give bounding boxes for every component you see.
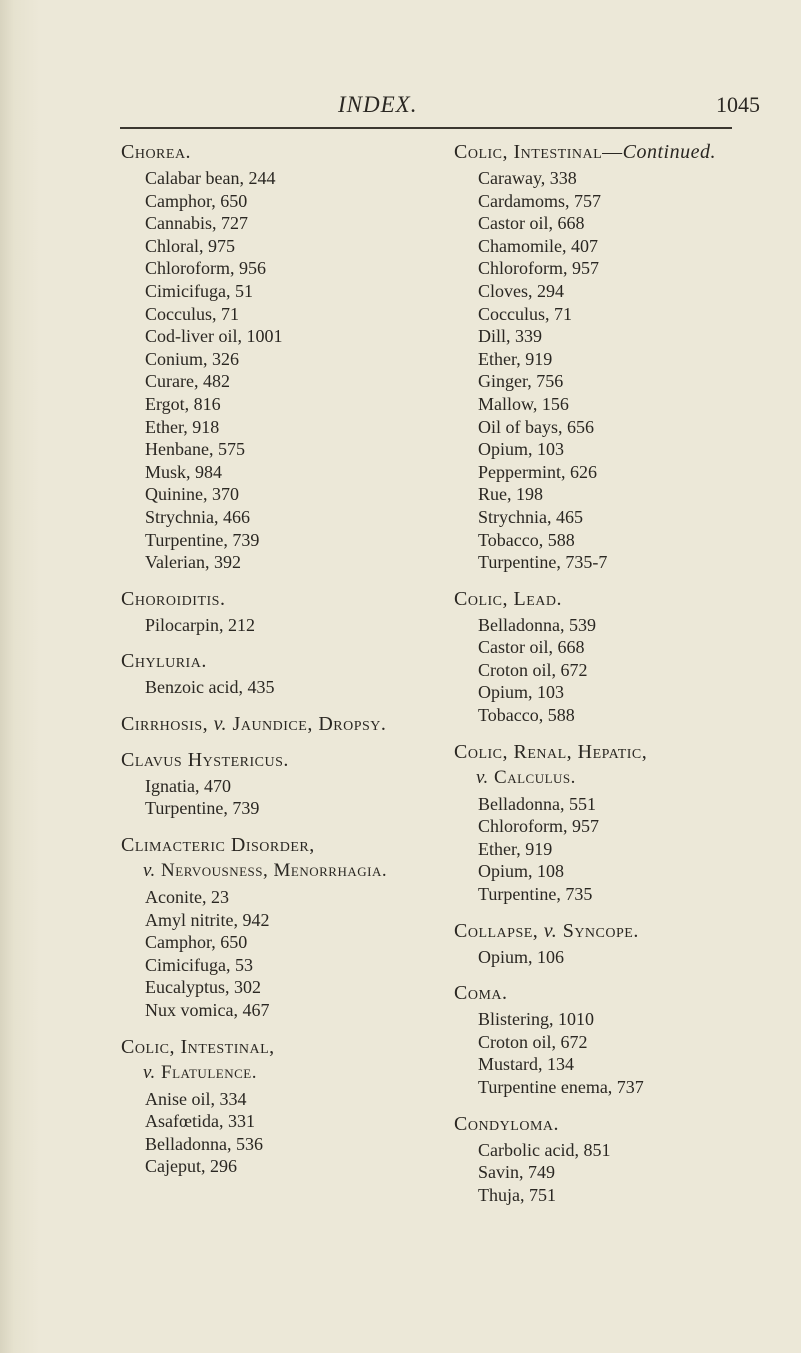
index-entry: Cajeput, 296 (145, 1156, 237, 1177)
index-entry: Turpentine, 735-7 (478, 552, 608, 573)
continued-label: Continued. (622, 141, 716, 163)
index-entry: Cocculus, 71 (145, 303, 239, 324)
index-entry: Opium, 108 (478, 861, 565, 882)
index-entry: Croton oil, 672 (478, 659, 588, 680)
index-section (121, 650, 431, 699)
index-entry: Nux vomica, 467 (145, 1000, 270, 1021)
index-section (121, 1036, 431, 1178)
index-section (454, 588, 774, 727)
index-heading: Colic, Intestinal, (121, 1035, 275, 1058)
index-entry: Cocculus, 71 (478, 303, 572, 324)
cross-reference: v. Calculus. (476, 766, 576, 788)
index-entry: Belladonna, 539 (478, 614, 596, 635)
index-entry: Calabar bean, 244 (145, 168, 276, 188)
index-entry: Valerian, 392 (145, 552, 241, 573)
index-entry: Rue, 198 (478, 484, 543, 505)
index-section (454, 741, 774, 906)
index-entry: Strychnia, 465 (478, 506, 583, 527)
header-rule (120, 127, 732, 129)
index-entry: Strychnia, 466 (145, 506, 250, 527)
index-entry: Ether, 918 (145, 416, 220, 437)
index-heading: Coma. (454, 982, 508, 1005)
index-entry: Turpentine enema, 737 (478, 1077, 644, 1097)
cross-reference: v. Flatulence. (143, 1061, 257, 1083)
index-heading: Colic, Lead. (454, 587, 562, 610)
index-entry: Tobacco, 588 (478, 529, 575, 550)
index-entry: Turpentine, 735 (478, 884, 593, 905)
index-entry: Ginger, 756 (478, 371, 564, 392)
index-entry: Thuja, 751 (478, 1184, 556, 1205)
index-entry: Opium, 103 (478, 439, 565, 460)
index-entry: Camphor, 650 (145, 932, 248, 953)
index-entry: Opium, 106 (478, 946, 565, 967)
index-entry: Cardamoms, 757 (478, 190, 601, 211)
index-entry: Opium, 103 (478, 682, 565, 703)
index-heading: Colic, Intestinal—Continued. (454, 141, 716, 163)
index-entry: Chloral, 975 (145, 235, 235, 256)
right-column (454, 141, 774, 1220)
index-entry: Henbane, 575 (145, 439, 245, 460)
page-header (0, 92, 801, 122)
index-entry: Aconite, 23 (145, 887, 229, 908)
index-entry: Benzoic acid, 435 (145, 677, 275, 698)
index-entry: Amyl nitrite, 942 (145, 909, 270, 930)
index-entry: Blistering, 1010 (478, 1009, 594, 1030)
index-entry: Ether, 919 (478, 838, 553, 859)
index-entry: Castor oil, 668 (478, 213, 585, 234)
index-entry: Peppermint, 626 (478, 461, 597, 482)
index-heading: Collapse, v. Syncope. (454, 919, 639, 942)
left-column (121, 141, 431, 1192)
index-entry: Caraway, 338 (478, 168, 577, 188)
index-entry: Eucalyptus, 302 (145, 977, 261, 998)
index-heading: Clavus Hystericus. (121, 748, 289, 771)
index-section (121, 834, 431, 1022)
index-entry: Ether, 919 (478, 348, 553, 369)
cross-reference: v. Nervousness, Menorrhagia. (143, 860, 388, 882)
index-heading: Cirrhosis, v. Jaundice, Dropsy. (121, 712, 387, 735)
index-heading: Colic, Renal, Hepatic, (454, 740, 648, 763)
index-entry: Turpentine, 739 (145, 798, 260, 819)
index-entry: Quinine, 370 (145, 484, 239, 505)
index-section (121, 713, 431, 735)
index-entry: Tobacco, 588 (478, 705, 575, 726)
index-entry: Cimicifuga, 53 (145, 954, 253, 975)
index-section (121, 588, 431, 637)
index-entry: Oil of bays, 656 (478, 416, 594, 437)
index-heading: Condyloma. (454, 1112, 560, 1135)
page-number: 1045 (716, 92, 760, 117)
index-entry: Musk, 984 (145, 461, 223, 482)
index-entry: Cimicifuga, 51 (145, 280, 253, 301)
index-entry: Cloves, 294 (478, 280, 565, 301)
index-section (454, 982, 774, 1098)
index-entry: Chamomile, 407 (478, 235, 598, 256)
index-entry: Turpentine, 739 (145, 529, 260, 550)
index-entry: Castor oil, 668 (478, 637, 585, 658)
index-entry: Chloroform, 957 (478, 816, 599, 837)
index-section (454, 920, 774, 969)
index-entry: Mustard, 134 (478, 1054, 574, 1075)
index-entry: Pilocarpin, 212 (145, 614, 255, 635)
index-entry: Carbolic acid, 851 (478, 1139, 611, 1160)
index-entry: Curare, 482 (145, 371, 230, 392)
index-entry: Chloroform, 956 (145, 258, 266, 279)
index-entry: Ignatia, 470 (145, 775, 231, 796)
index-section (454, 1113, 774, 1207)
index-section (121, 141, 431, 574)
index-entry: Savin, 749 (478, 1162, 556, 1183)
index-entry: Asafœtida, 331 (145, 1111, 255, 1132)
index-entry: Cod-liver oil, 1001 (145, 326, 283, 347)
index-section (454, 141, 774, 574)
index-entry: Ergot, 816 (145, 393, 221, 414)
index-entry: Croton oil, 672 (478, 1031, 588, 1052)
index-entry: Anise oil, 334 (145, 1088, 247, 1109)
index-entry: Camphor, 650 (145, 190, 248, 211)
index-heading: Chyluria. (121, 650, 207, 673)
index-entry: Belladonna, 536 (145, 1133, 263, 1154)
running-title: INDEX. (338, 92, 418, 117)
index-heading: Chorea. (121, 141, 192, 163)
index-entry: Belladonna, 551 (478, 793, 596, 814)
index-entry: Cannabis, 727 (145, 213, 248, 234)
index-heading: Climacteric Disorder, (121, 834, 315, 857)
index-entry: Mallow, 156 (478, 393, 569, 414)
index-heading: Choroiditis. (121, 587, 226, 610)
index-section (121, 749, 431, 820)
index-entry: Conium, 326 (145, 348, 240, 369)
index-entry: Chloroform, 957 (478, 258, 599, 279)
index-entry: Dill, 339 (478, 326, 543, 347)
